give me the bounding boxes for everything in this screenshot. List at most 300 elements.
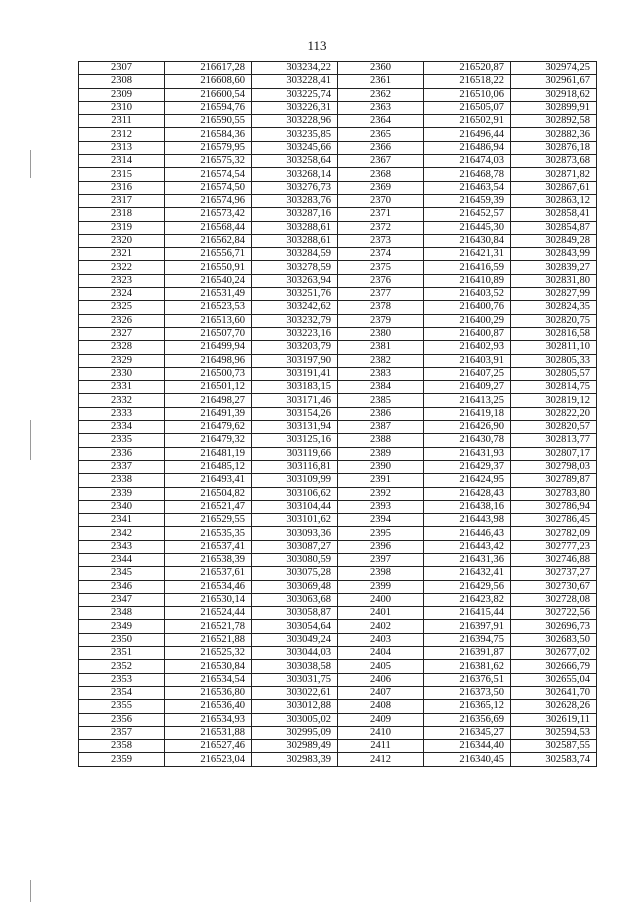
x-coordinate-cell: 216537,41	[165, 540, 252, 553]
point-number-cell: 2380	[338, 327, 424, 340]
point-number-cell: 2374	[338, 248, 424, 261]
x-coordinate-cell: 216504,82	[165, 487, 252, 500]
x-coordinate-cell: 216402,93	[424, 341, 511, 354]
point-number-cell: 2338	[79, 474, 165, 487]
y-coordinate-cell: 302737,27	[511, 567, 597, 580]
point-number-cell: 2365	[338, 128, 424, 141]
x-coordinate-cell: 216498,96	[165, 354, 252, 367]
table-row	[79, 700, 597, 713]
y-coordinate-cell: 302854,87	[511, 221, 597, 234]
x-coordinate-cell: 216568,44	[165, 221, 252, 234]
point-number-cell: 2402	[338, 620, 424, 633]
point-number-cell: 2368	[338, 168, 424, 181]
point-number-cell: 2354	[79, 686, 165, 699]
y-coordinate-cell: 302666,79	[511, 660, 597, 673]
x-coordinate-cell: 216617,28	[165, 62, 252, 75]
x-coordinate-cell: 216391,87	[424, 647, 511, 660]
table-row	[79, 115, 597, 128]
x-coordinate-cell: 216574,50	[165, 181, 252, 194]
y-coordinate-cell: 302805,57	[511, 367, 597, 380]
x-coordinate-cell: 216518,22	[424, 75, 511, 88]
y-coordinate-cell: 302863,12	[511, 194, 597, 207]
table-row	[79, 128, 597, 141]
y-coordinate-cell: 303276,73	[252, 181, 338, 194]
point-number-cell: 2386	[338, 407, 424, 420]
x-coordinate-cell: 216520,87	[424, 62, 511, 75]
table-row	[79, 500, 597, 513]
point-number-cell: 2328	[79, 341, 165, 354]
x-coordinate-cell: 216600,54	[165, 88, 252, 101]
x-coordinate-cell: 216400,76	[424, 301, 511, 314]
table-row	[79, 341, 597, 354]
x-coordinate-cell: 216416,59	[424, 261, 511, 274]
x-coordinate-cell: 216463,54	[424, 181, 511, 194]
y-coordinate-cell: 302816,58	[511, 327, 597, 340]
y-coordinate-cell: 302822,20	[511, 407, 597, 420]
x-coordinate-cell: 216423,82	[424, 593, 511, 606]
y-coordinate-cell: 303235,85	[252, 128, 338, 141]
x-coordinate-cell: 216523,04	[165, 753, 252, 766]
y-coordinate-cell: 303069,48	[252, 580, 338, 593]
y-coordinate-cell: 302696,73	[511, 620, 597, 633]
table-row	[79, 288, 597, 301]
y-coordinate-cell: 302641,70	[511, 686, 597, 699]
point-number-cell: 2397	[338, 553, 424, 566]
x-coordinate-cell: 216536,80	[165, 686, 252, 699]
y-coordinate-cell: 303171,46	[252, 394, 338, 407]
point-number-cell: 2351	[79, 647, 165, 660]
y-coordinate-cell: 302819,12	[511, 394, 597, 407]
x-coordinate-cell: 216424,95	[424, 474, 511, 487]
x-coordinate-cell: 216479,32	[165, 434, 252, 447]
table-row	[79, 274, 597, 287]
point-number-cell: 2383	[338, 367, 424, 380]
y-coordinate-cell: 302899,91	[511, 101, 597, 114]
x-coordinate-cell: 216429,56	[424, 580, 511, 593]
point-number-cell: 2333	[79, 407, 165, 420]
x-coordinate-cell: 216400,87	[424, 327, 511, 340]
x-coordinate-cell: 216409,27	[424, 381, 511, 394]
point-number-cell: 2391	[338, 474, 424, 487]
table-row	[79, 381, 597, 394]
table-row	[79, 620, 597, 633]
x-coordinate-cell: 216438,16	[424, 500, 511, 513]
y-coordinate-cell: 302628,26	[511, 700, 597, 713]
point-number-cell: 2314	[79, 155, 165, 168]
y-coordinate-cell: 302843,99	[511, 248, 597, 261]
point-number-cell: 2346	[79, 580, 165, 593]
point-number-cell: 2369	[338, 181, 424, 194]
point-number-cell: 2363	[338, 101, 424, 114]
y-coordinate-cell: 302827,99	[511, 288, 597, 301]
x-coordinate-cell: 216446,43	[424, 527, 511, 540]
table-row	[79, 407, 597, 420]
table-row	[79, 141, 597, 154]
table-row	[79, 394, 597, 407]
point-number-cell: 2358	[79, 740, 165, 753]
y-coordinate-cell: 303063,68	[252, 593, 338, 606]
point-number-cell: 2409	[338, 713, 424, 726]
y-coordinate-cell: 302782,09	[511, 527, 597, 540]
table-row	[79, 421, 597, 434]
table-row	[79, 673, 597, 686]
point-number-cell: 2375	[338, 261, 424, 274]
y-coordinate-cell: 303080,59	[252, 553, 338, 566]
y-coordinate-cell: 303251,76	[252, 288, 338, 301]
y-coordinate-cell: 303228,41	[252, 75, 338, 88]
x-coordinate-cell: 216534,46	[165, 580, 252, 593]
x-coordinate-cell: 216486,94	[424, 141, 511, 154]
point-number-cell: 2310	[79, 101, 165, 114]
y-coordinate-cell: 302783,80	[511, 487, 597, 500]
x-coordinate-cell: 216394,75	[424, 633, 511, 646]
point-number-cell: 2390	[338, 460, 424, 473]
point-number-cell: 2313	[79, 141, 165, 154]
x-coordinate-cell: 216428,43	[424, 487, 511, 500]
point-number-cell: 2307	[79, 62, 165, 75]
x-coordinate-cell: 216529,55	[165, 514, 252, 527]
point-number-cell: 2331	[79, 381, 165, 394]
point-number-cell: 2408	[338, 700, 424, 713]
point-number-cell: 2332	[79, 394, 165, 407]
y-coordinate-cell: 303223,16	[252, 327, 338, 340]
x-coordinate-cell: 216530,84	[165, 660, 252, 673]
point-number-cell: 2352	[79, 660, 165, 673]
x-coordinate-cell: 216562,84	[165, 234, 252, 247]
point-number-cell: 2384	[338, 381, 424, 394]
y-coordinate-cell: 303287,16	[252, 208, 338, 221]
point-number-cell: 2321	[79, 248, 165, 261]
y-coordinate-cell: 303288,61	[252, 234, 338, 247]
point-number-cell: 2399	[338, 580, 424, 593]
y-coordinate-cell: 302849,28	[511, 234, 597, 247]
x-coordinate-cell: 216535,35	[165, 527, 252, 540]
y-coordinate-cell: 302858,41	[511, 208, 597, 221]
point-number-cell: 2344	[79, 553, 165, 566]
table-row	[79, 553, 597, 566]
x-coordinate-cell: 216534,93	[165, 713, 252, 726]
x-coordinate-cell: 216524,44	[165, 607, 252, 620]
y-coordinate-cell: 303109,99	[252, 474, 338, 487]
table-row	[79, 726, 597, 739]
table-row	[79, 168, 597, 181]
y-coordinate-cell: 302876,18	[511, 141, 597, 154]
x-coordinate-cell: 216481,19	[165, 447, 252, 460]
point-number-cell: 2348	[79, 607, 165, 620]
y-coordinate-cell: 303263,94	[252, 274, 338, 287]
x-coordinate-cell: 216365,12	[424, 700, 511, 713]
y-coordinate-cell: 303228,96	[252, 115, 338, 128]
point-number-cell: 2318	[79, 208, 165, 221]
point-number-cell: 2357	[79, 726, 165, 739]
x-coordinate-cell: 216531,49	[165, 288, 252, 301]
x-coordinate-cell: 216468,78	[424, 168, 511, 181]
point-number-cell: 2378	[338, 301, 424, 314]
point-number-cell: 2330	[79, 367, 165, 380]
point-number-cell: 2323	[79, 274, 165, 287]
scan-artifact-line	[30, 880, 31, 902]
y-coordinate-cell: 303087,27	[252, 540, 338, 553]
y-coordinate-cell: 303119,66	[252, 447, 338, 460]
table-row	[79, 686, 597, 699]
point-number-cell: 2400	[338, 593, 424, 606]
x-coordinate-cell: 216381,62	[424, 660, 511, 673]
y-coordinate-cell: 303283,76	[252, 194, 338, 207]
y-coordinate-cell: 303005,02	[252, 713, 338, 726]
point-number-cell: 2334	[79, 421, 165, 434]
point-number-cell: 2360	[338, 62, 424, 75]
point-number-cell: 2407	[338, 686, 424, 699]
point-number-cell: 2336	[79, 447, 165, 460]
point-number-cell: 2329	[79, 354, 165, 367]
point-number-cell: 2396	[338, 540, 424, 553]
coordinate-table	[78, 61, 597, 767]
x-coordinate-cell: 216574,96	[165, 194, 252, 207]
table-row	[79, 740, 597, 753]
table-row	[79, 221, 597, 234]
point-number-cell: 2370	[338, 194, 424, 207]
x-coordinate-cell: 216505,07	[424, 101, 511, 114]
y-coordinate-cell: 303197,90	[252, 354, 338, 367]
y-coordinate-cell: 303054,64	[252, 620, 338, 633]
x-coordinate-cell: 216525,32	[165, 647, 252, 660]
table-row	[79, 540, 597, 553]
y-coordinate-cell: 303203,79	[252, 341, 338, 354]
x-coordinate-cell: 216430,78	[424, 434, 511, 447]
x-coordinate-cell: 216419,18	[424, 407, 511, 420]
point-number-cell: 2381	[338, 341, 424, 354]
point-number-cell: 2394	[338, 514, 424, 527]
point-number-cell: 2355	[79, 700, 165, 713]
x-coordinate-cell: 216510,06	[424, 88, 511, 101]
y-coordinate-cell: 303288,61	[252, 221, 338, 234]
point-number-cell: 2405	[338, 660, 424, 673]
point-number-cell: 2387	[338, 421, 424, 434]
x-coordinate-cell: 216540,24	[165, 274, 252, 287]
x-coordinate-cell: 216530,14	[165, 593, 252, 606]
x-coordinate-cell: 216573,42	[165, 208, 252, 221]
x-coordinate-cell: 216537,61	[165, 567, 252, 580]
y-coordinate-cell: 303101,62	[252, 514, 338, 527]
point-number-cell: 2343	[79, 540, 165, 553]
table-row	[79, 314, 597, 327]
x-coordinate-cell: 216403,91	[424, 354, 511, 367]
x-coordinate-cell: 216491,39	[165, 407, 252, 420]
table-row	[79, 62, 597, 75]
x-coordinate-cell: 216534,54	[165, 673, 252, 686]
y-coordinate-cell: 303131,94	[252, 421, 338, 434]
y-coordinate-cell: 303268,14	[252, 168, 338, 181]
x-coordinate-cell: 216507,70	[165, 327, 252, 340]
point-number-cell: 2411	[338, 740, 424, 753]
y-coordinate-cell: 303022,61	[252, 686, 338, 699]
point-number-cell: 2325	[79, 301, 165, 314]
x-coordinate-cell: 216485,12	[165, 460, 252, 473]
scan-artifact-line	[30, 150, 31, 178]
table-row	[79, 327, 597, 340]
point-number-cell: 2309	[79, 88, 165, 101]
point-number-cell: 2392	[338, 487, 424, 500]
x-coordinate-cell: 216531,88	[165, 726, 252, 739]
table-row	[79, 88, 597, 101]
y-coordinate-cell: 303125,16	[252, 434, 338, 447]
point-number-cell: 2379	[338, 314, 424, 327]
table-row	[79, 607, 597, 620]
x-coordinate-cell: 216500,73	[165, 367, 252, 380]
y-coordinate-cell: 302583,74	[511, 753, 597, 766]
x-coordinate-cell: 216403,52	[424, 288, 511, 301]
point-number-cell: 2359	[79, 753, 165, 766]
x-coordinate-cell: 216594,76	[165, 101, 252, 114]
y-coordinate-cell: 302831,80	[511, 274, 597, 287]
y-coordinate-cell: 303232,79	[252, 314, 338, 327]
y-coordinate-cell: 303049,24	[252, 633, 338, 646]
x-coordinate-cell: 216474,03	[424, 155, 511, 168]
y-coordinate-cell: 302786,45	[511, 514, 597, 527]
x-coordinate-cell: 216430,84	[424, 234, 511, 247]
y-coordinate-cell: 303058,87	[252, 607, 338, 620]
point-number-cell: 2403	[338, 633, 424, 646]
y-coordinate-cell: 303044,03	[252, 647, 338, 660]
point-number-cell: 2398	[338, 567, 424, 580]
point-number-cell: 2410	[338, 726, 424, 739]
x-coordinate-cell: 216344,40	[424, 740, 511, 753]
point-number-cell: 2326	[79, 314, 165, 327]
point-number-cell: 2395	[338, 527, 424, 540]
y-coordinate-cell: 302655,04	[511, 673, 597, 686]
y-coordinate-cell: 302961,67	[511, 75, 597, 88]
x-coordinate-cell: 216479,62	[165, 421, 252, 434]
x-coordinate-cell: 216373,50	[424, 686, 511, 699]
table-row	[79, 101, 597, 114]
point-number-cell: 2393	[338, 500, 424, 513]
y-coordinate-cell: 303012,88	[252, 700, 338, 713]
y-coordinate-cell: 302722,56	[511, 607, 597, 620]
point-number-cell: 2373	[338, 234, 424, 247]
y-coordinate-cell: 303191,41	[252, 367, 338, 380]
point-number-cell: 2412	[338, 753, 424, 766]
x-coordinate-cell: 216538,39	[165, 553, 252, 566]
x-coordinate-cell: 216432,41	[424, 567, 511, 580]
point-number-cell: 2353	[79, 673, 165, 686]
x-coordinate-cell: 216410,89	[424, 274, 511, 287]
y-coordinate-cell: 303234,22	[252, 62, 338, 75]
y-coordinate-cell: 302594,53	[511, 726, 597, 739]
y-coordinate-cell: 303106,62	[252, 487, 338, 500]
x-coordinate-cell: 216498,27	[165, 394, 252, 407]
y-coordinate-cell: 303116,81	[252, 460, 338, 473]
y-coordinate-cell: 302882,36	[511, 128, 597, 141]
table-row	[79, 447, 597, 460]
table-row	[79, 514, 597, 527]
table-row	[79, 753, 597, 766]
point-number-cell: 2342	[79, 527, 165, 540]
point-number-cell: 2327	[79, 327, 165, 340]
x-coordinate-cell: 216590,55	[165, 115, 252, 128]
table-row	[79, 354, 597, 367]
coordinate-table-body	[79, 62, 597, 767]
point-number-cell: 2335	[79, 434, 165, 447]
x-coordinate-cell: 216521,47	[165, 500, 252, 513]
table-row	[79, 261, 597, 274]
table-row	[79, 633, 597, 646]
x-coordinate-cell: 216521,88	[165, 633, 252, 646]
y-coordinate-cell: 302814,75	[511, 381, 597, 394]
table-row	[79, 194, 597, 207]
x-coordinate-cell: 216513,60	[165, 314, 252, 327]
point-number-cell: 2340	[79, 500, 165, 513]
x-coordinate-cell: 216421,31	[424, 248, 511, 261]
point-number-cell: 2349	[79, 620, 165, 633]
y-coordinate-cell: 302619,11	[511, 713, 597, 726]
x-coordinate-cell: 216574,54	[165, 168, 252, 181]
point-number-cell: 2371	[338, 208, 424, 221]
x-coordinate-cell: 216397,91	[424, 620, 511, 633]
y-coordinate-cell: 302824,35	[511, 301, 597, 314]
point-number-cell: 2406	[338, 673, 424, 686]
point-number-cell: 2315	[79, 168, 165, 181]
y-coordinate-cell: 302813,77	[511, 434, 597, 447]
x-coordinate-cell: 216459,39	[424, 194, 511, 207]
point-number-cell: 2388	[338, 434, 424, 447]
y-coordinate-cell: 303038,58	[252, 660, 338, 673]
point-number-cell: 2320	[79, 234, 165, 247]
point-number-cell: 2337	[79, 460, 165, 473]
table-row	[79, 593, 597, 606]
x-coordinate-cell: 216415,44	[424, 607, 511, 620]
y-coordinate-cell: 302730,67	[511, 580, 597, 593]
point-number-cell: 2316	[79, 181, 165, 194]
point-number-cell: 2366	[338, 141, 424, 154]
table-row	[79, 580, 597, 593]
y-coordinate-cell: 303031,75	[252, 673, 338, 686]
y-coordinate-cell: 303093,36	[252, 527, 338, 540]
y-coordinate-cell: 302871,82	[511, 168, 597, 181]
x-coordinate-cell: 216493,41	[165, 474, 252, 487]
x-coordinate-cell: 216536,40	[165, 700, 252, 713]
point-number-cell: 2367	[338, 155, 424, 168]
point-number-cell: 2404	[338, 647, 424, 660]
table-row	[79, 301, 597, 314]
table-row	[79, 567, 597, 580]
table-row	[79, 208, 597, 221]
y-coordinate-cell: 302798,03	[511, 460, 597, 473]
table-row	[79, 181, 597, 194]
point-number-cell: 2317	[79, 194, 165, 207]
point-number-cell: 2362	[338, 88, 424, 101]
scan-artifact-line	[30, 420, 31, 460]
point-number-cell: 2339	[79, 487, 165, 500]
y-coordinate-cell: 303104,44	[252, 500, 338, 513]
point-number-cell: 2356	[79, 713, 165, 726]
point-number-cell: 2385	[338, 394, 424, 407]
point-number-cell: 2322	[79, 261, 165, 274]
x-coordinate-cell: 216501,12	[165, 381, 252, 394]
point-number-cell: 2361	[338, 75, 424, 88]
x-coordinate-cell: 216407,25	[424, 367, 511, 380]
y-coordinate-cell: 302839,27	[511, 261, 597, 274]
point-number-cell: 2382	[338, 354, 424, 367]
table-row	[79, 460, 597, 473]
table-row	[79, 234, 597, 247]
x-coordinate-cell: 216356,69	[424, 713, 511, 726]
x-coordinate-cell: 216452,57	[424, 208, 511, 221]
x-coordinate-cell: 216499,94	[165, 341, 252, 354]
point-number-cell: 2372	[338, 221, 424, 234]
y-coordinate-cell: 302807,17	[511, 447, 597, 460]
table-row	[79, 155, 597, 168]
x-coordinate-cell: 216608,60	[165, 75, 252, 88]
